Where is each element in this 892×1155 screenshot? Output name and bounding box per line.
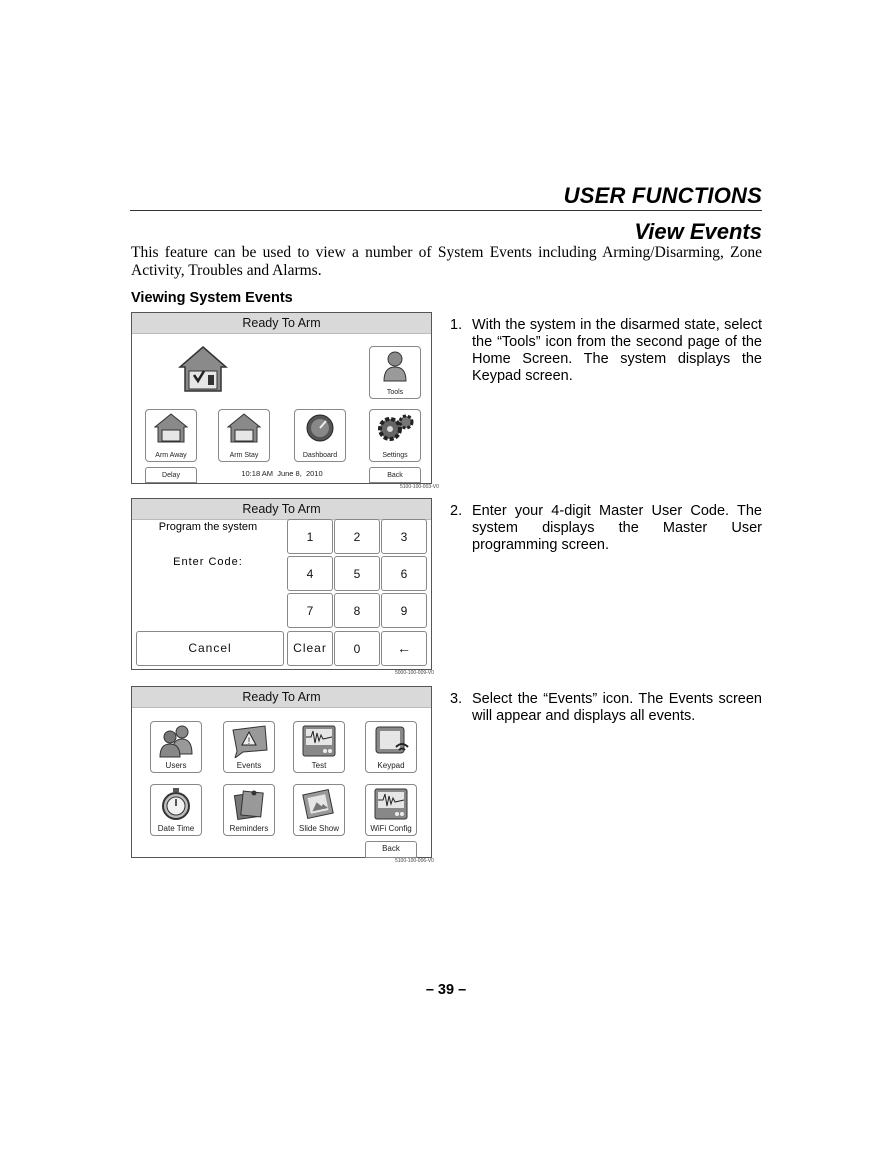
key-4[interactable]: 4 — [287, 556, 333, 591]
step-2 — [450, 503, 762, 558]
date-time-label: Date Time — [157, 824, 195, 833]
test-label: Test — [311, 761, 327, 770]
waveform-icon — [302, 725, 336, 757]
events-button[interactable] — [223, 721, 275, 773]
reminders-label: Reminders — [229, 824, 269, 833]
reminders-icon — [232, 788, 266, 820]
key-6[interactable]: 6 — [381, 556, 427, 591]
events-label: Events — [236, 761, 262, 770]
key-3[interactable]: 3 — [381, 519, 427, 554]
arm-away-label: Arm Away — [155, 452, 187, 459]
back-label: Back — [382, 844, 400, 853]
step-1 — [450, 317, 762, 387]
tools-button[interactable] — [369, 346, 421, 399]
subhead: Viewing System Events — [131, 290, 293, 306]
keypad-button[interactable] — [365, 721, 417, 773]
house-away-icon — [154, 413, 188, 443]
program-prompt: Program the system — [158, 521, 258, 533]
keypad-icon — [372, 725, 410, 757]
reminders-button[interactable] — [223, 784, 275, 836]
dashboard-label: Dashboard — [302, 452, 338, 459]
settings-button[interactable] — [369, 409, 421, 462]
stopwatch-icon — [161, 787, 191, 821]
back-button[interactable] — [369, 467, 421, 483]
house-stay-icon — [227, 413, 261, 443]
enter-code-label: Enter Code: — [173, 556, 243, 568]
status-bar: Ready To Arm — [132, 499, 431, 520]
clear-button[interactable]: Clear — [287, 631, 333, 666]
key-1[interactable]: 1 — [287, 519, 333, 554]
gauge-icon — [305, 413, 335, 443]
key-2[interactable]: 2 — [334, 519, 380, 554]
users-label: Users — [165, 761, 187, 770]
figure-id: 5100-100-003-V0 — [400, 484, 439, 490]
header-rule — [130, 210, 762, 211]
backspace-button[interactable]: ← — [381, 631, 427, 666]
delay-label: Delay — [162, 472, 180, 479]
figure-id: 5000-100-009-V0 — [395, 670, 434, 676]
date-time-button[interactable] — [150, 784, 202, 836]
picture-icon — [302, 788, 336, 820]
house-icon — [178, 345, 228, 393]
step-text: Enter your 4-digit Master User Code. The system displays the Master User programming screen. — [472, 503, 762, 553]
wifi-config-label: WiFi Config — [370, 824, 412, 833]
waveform-icon — [374, 788, 408, 820]
page-number: – 39 – — [425, 982, 467, 998]
back-button[interactable] — [365, 841, 417, 858]
tools-screen — [131, 686, 432, 858]
settings-label: Settings — [382, 452, 408, 459]
user-icon — [382, 350, 408, 382]
key-9[interactable]: 9 — [381, 593, 427, 628]
tools-label: Tools — [386, 389, 404, 396]
key-5[interactable]: 5 — [334, 556, 380, 591]
cancel-button[interactable]: Cancel — [136, 631, 284, 666]
arm-stay-button[interactable] — [218, 409, 270, 462]
key-7[interactable]: 7 — [287, 593, 333, 628]
step-text: Select the “Events” icon. The Events screen will appear and displays all events. — [472, 691, 762, 724]
step-3 — [450, 691, 762, 731]
figure-id: 5100-100-006-V0 — [395, 858, 434, 864]
dashboard-button[interactable] — [294, 409, 346, 462]
keypad-label: Keypad — [377, 761, 405, 770]
gear-icon — [375, 413, 415, 443]
users-icon — [157, 724, 195, 758]
slide-show-label: Slide Show — [298, 824, 340, 833]
step-text: With the system in the disarmed state, select the “Tools” icon from the second page of the Home Screen. The system displays the Keypad screen. — [472, 317, 762, 384]
wifi-config-button[interactable] — [365, 784, 417, 836]
clock-readout: 10:18 AM June 8, 2010 — [241, 469, 323, 478]
key-0[interactable]: 0 — [334, 631, 380, 666]
slide-show-button[interactable] — [293, 784, 345, 836]
keypad-screen — [131, 498, 432, 670]
status-bar: Ready To Arm — [132, 313, 431, 334]
test-button[interactable] — [293, 721, 345, 773]
page-title: View Events — [634, 219, 762, 244]
home-screen — [131, 312, 432, 484]
status-bar: Ready To Arm — [132, 687, 431, 708]
key-8[interactable]: 8 — [334, 593, 380, 628]
arm-away-button[interactable] — [145, 409, 197, 462]
svg-text:!: ! — [247, 736, 251, 746]
section-title: USER FUNCTIONS — [563, 183, 762, 208]
users-button[interactable] — [150, 721, 202, 773]
step-number: 2. — [450, 503, 463, 519]
step-number: 3. — [450, 691, 463, 707]
arm-stay-label: Arm Stay — [229, 452, 259, 459]
intro-paragraph: This feature can be used to view a number of System Events including Arming/Disarming, Zone Activity, Troubles and Alarms. — [131, 244, 762, 279]
delay-button[interactable] — [145, 467, 197, 483]
events-icon — [229, 724, 269, 758]
step-number: 1. — [450, 317, 463, 333]
back-label: Back — [387, 472, 403, 479]
